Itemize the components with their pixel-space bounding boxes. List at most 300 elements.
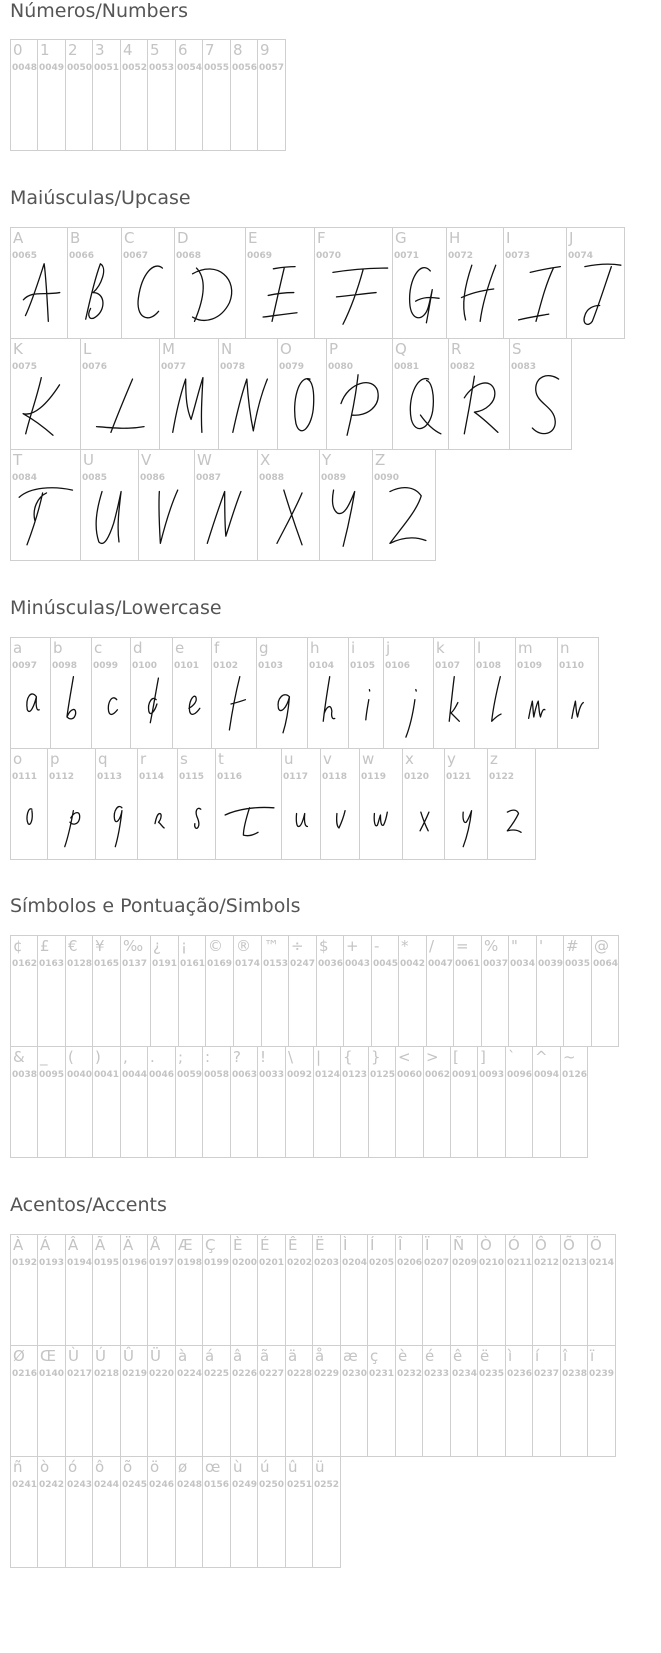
glyph-cell-q-upper [392,338,449,450]
glyph-char-label: l [477,639,482,657]
glyph-code-label: 0095 [39,1070,65,1080]
glyph-char-label: \ [288,1048,294,1066]
glyph-char-label: Â [68,1236,79,1254]
glyph-char-label: â [233,1347,243,1365]
glyph-char-label: T [13,451,23,469]
glyph-code-label: 0054 [177,63,203,73]
glyph-char-label: [ [453,1048,459,1066]
glyph-code-label: 0039 [538,959,564,969]
glyph-code-label: 0044 [122,1070,148,1080]
glyph-code-label: 0083 [511,362,537,372]
glyph-char-label: ~ [563,1048,576,1066]
glyph-char-label: v [323,750,332,768]
glyph-cell-l [474,637,516,749]
glyph-code-label: 0122 [489,772,515,782]
glyph-code-label: 0241 [12,1480,38,1490]
glyph-char-label: Ü [150,1347,161,1365]
glyph-char-label: ã [260,1347,270,1365]
glyph-stroke [584,264,621,324]
glyph-cell-ufa [257,1456,286,1568]
glyph-char-label: î [563,1347,568,1365]
glyph-cell-uc2 [65,1234,93,1346]
glyph-code-label: 0043 [345,959,371,969]
glyph-char-label: Á [40,1236,51,1254]
glyph-code-label: 0053 [149,63,175,73]
glyph-code-label: 0219 [122,1369,148,1379]
glyph-code-label: 0034 [510,959,536,969]
glyph-stroke [277,490,302,545]
glyph-stroke [323,677,335,722]
glyph-char-label: £ [40,937,50,955]
glyph-preview-b [51,638,92,749]
glyph-preview-h-upper [447,228,504,339]
glyph-preview-r-upper [449,339,510,450]
glyph-stroke [390,488,426,544]
glyph-cell-p [47,748,96,860]
glyph-code-label: 0051 [94,63,120,73]
glyph-char-label: j [386,639,391,657]
glyph-preview-k-upper [11,339,81,450]
glyph-char-label: A [13,229,24,247]
glyph-preview-n [558,638,599,749]
glyph-cell-e [172,637,212,749]
glyph-char-label: Õ [563,1236,575,1254]
glyph-cell-u28 [65,1046,93,1158]
glyph-char-label: E [248,229,258,247]
glyph-cell-n-upper [218,338,278,450]
glyph-code-label: 0085 [82,473,108,483]
glyph-cell-u3a [202,1046,231,1158]
glyph-cell-ue6 [340,1345,368,1457]
glyph-cell-a [10,637,51,749]
glyph-code-label: 0244 [94,1480,120,1490]
glyph-stroke [97,379,145,432]
glyph-code-label: 0056 [232,63,258,73]
glyph-cell-uf9 [230,1456,258,1568]
glyph-char-label: N [221,340,233,358]
glyph-code-label: 0040 [67,1070,93,1080]
glyph-char-label: g [259,639,269,657]
section-title: Acentos/Accents [10,1194,167,1216]
glyph-code-label: 0111 [12,772,38,782]
glyph-char-label: q [98,750,108,768]
glyph-code-label: 0250 [259,1480,285,1490]
glyph-code-label: 0119 [361,772,387,782]
glyph-char-label: É [260,1236,270,1254]
glyph-cell-uee [560,1345,588,1457]
glyph-cell-u23 [563,935,592,1047]
glyph-code-label: 0071 [394,251,420,261]
glyph-char-label: n [560,639,570,657]
glyph-preview-r [138,749,178,860]
glyph-code-label: 0088 [259,473,285,483]
glyph-char-label: ¡ [181,937,188,955]
glyph-cell-ue9 [422,1345,451,1457]
glyph-char-label: 4 [123,41,133,59]
glyph-cell-u40 [591,935,619,1047]
glyph-char-label: L [83,340,92,358]
glyph-preview-c-upper [122,228,175,339]
glyph-stroke [23,264,59,322]
glyph-stroke [65,811,80,847]
glyph-cell-b [50,637,92,749]
glyph-code-label: 0234 [452,1369,478,1379]
glyph-cell-ucd [367,1234,396,1346]
glyph-char-label: ^ [535,1048,548,1066]
glyph-char-label: , [123,1048,128,1066]
glyph-cell-ufc [312,1456,341,1568]
glyph-code-label: 0196 [122,1258,148,1268]
glyph-code-label: 0074 [568,251,594,261]
glyph-stroke [296,814,307,827]
glyph-preview-w [360,749,403,860]
glyph-stroke [149,678,159,723]
glyph-stroke [138,266,162,318]
glyph-code-label: 0137 [122,959,148,969]
glyph-char-label: ) [95,1048,101,1066]
glyph-cell-m [515,637,558,749]
glyph-code-label: 0038 [12,1070,38,1080]
glyph-cell-u3c [395,1046,424,1158]
glyph-char-label: Ò [480,1236,492,1254]
glyph-code-label: 0193 [39,1258,65,1268]
glyph-cell-u2e [147,1046,176,1158]
glyph-code-label: 0120 [404,772,430,782]
glyph-code-label: 0104 [309,661,335,671]
glyph-char-label: t [218,750,224,768]
glyph-preview-b-upper [68,228,122,339]
glyph-code-label: 0245 [122,1480,148,1490]
glyph-code-label: 0106 [385,661,411,671]
glyph-stroke [449,677,459,722]
glyph-char-label: M [162,340,175,358]
glyph-char-label: * [401,937,409,955]
glyph-char-label: > [426,1048,439,1066]
glyph-cell-f-upper [314,227,393,339]
glyph-char-label: x [405,750,414,768]
glyph-code-label: 0059 [177,1070,203,1080]
glyph-char-label: Î [398,1236,403,1254]
glyph-stroke [337,811,345,828]
glyph-cell-ucb [312,1234,341,1346]
glyph-code-label: 0121 [446,772,472,782]
glyph-char-label: s [180,750,188,768]
glyph-preview-h [308,638,349,749]
section-title: Minúsculas/Lowercase [10,597,222,619]
glyph-cell-ua9 [205,935,234,1047]
glyph-code-label: 0065 [12,251,38,261]
glyph-cell-u20ac [65,935,93,1047]
glyph-char-label: Q [395,340,407,358]
glyph-code-label: 0247 [290,959,316,969]
glyph-char-label: J [569,229,574,247]
glyph-char-label: ® [236,937,251,955]
glyph-cell-ufb [285,1456,313,1568]
glyph-char-label: U [83,451,94,469]
glyph-preview-p-upper [327,339,393,450]
glyph-code-label: 0124 [315,1070,341,1080]
glyph-cell-u5b [450,1046,478,1158]
glyph-char-label: R [451,340,462,358]
section-title: Símbolos e Pontuação/Simbols [10,895,301,917]
glyph-preview-f-upper [315,228,393,339]
glyph-char-label: ` [508,1048,516,1066]
glyph-code-label: 0165 [94,959,120,969]
glyph-code-label: 0140 [39,1369,65,1379]
glyph-char-label: ÷ [291,937,304,955]
glyph-preview-a [11,638,51,749]
glyph-cell-uc8 [230,1234,258,1346]
glyph-cell-b-upper [67,227,122,339]
glyph-code-label: 0118 [322,772,348,782]
glyph-cell-ue1 [202,1345,231,1457]
glyph-cell-t [215,748,282,860]
glyph-cell-t-upper [10,449,81,561]
glyph-code-label: 0162 [12,959,38,969]
glyph-cell-ue3 [257,1345,286,1457]
glyph-char-label: . [150,1048,155,1066]
glyph-code-label: 0156 [204,1480,230,1490]
glyph-char-label: F [317,229,326,247]
glyph-char-label: å [315,1347,325,1365]
glyph-cell-u2a [398,935,427,1047]
glyph-code-label: 0205 [369,1258,395,1268]
glyph-preview-w-upper [195,450,258,561]
glyph-cell-6 [175,39,203,151]
glyph-preview-g [257,638,308,749]
glyph-code-label: 0214 [589,1258,615,1268]
glyph-cell-uf6 [147,1456,176,1568]
glyph-cell-u3f [230,1046,258,1158]
glyph-char-label: é [425,1347,435,1365]
glyph-char-label: c [94,639,103,657]
glyph-code-label: 0063 [232,1070,258,1080]
glyph-code-label: 0069 [247,251,273,261]
glyph-cell-u2030 [120,935,151,1047]
glyph-cell-i-upper [503,227,567,339]
glyph-cell-u5d [477,1046,506,1158]
glyph-preview-j [384,638,434,749]
glyph-cell-ue7 [367,1345,396,1457]
glyph-code-label: 0252 [314,1480,340,1490]
glyph-stroke [229,677,245,730]
glyph-char-label: ' [539,937,544,955]
glyph-cell-y [444,748,488,860]
glyph-preview-p [48,749,96,860]
glyph-cell-j [383,637,434,749]
glyph-code-label: 0204 [342,1258,368,1268]
glyph-char-label: S [512,340,522,358]
glyph-cell-u7c [313,1046,341,1158]
glyph-char-label: _ [40,1048,48,1066]
glyph-cell-u-upper [80,449,139,561]
glyph-code-label: 0048 [12,63,38,73]
glyph-code-label: 0203 [314,1258,340,1268]
glyph-char-label: õ [123,1458,133,1476]
glyph-code-label: 0117 [283,772,309,782]
glyph-char-label: © [208,937,223,955]
glyph-char-label: ¢ [13,937,23,955]
glyph-preview-o-upper [278,339,327,450]
glyph-cell-u2c [120,1046,148,1158]
glyph-cell-u27 [536,935,564,1047]
glyph-code-label: 0115 [179,772,205,782]
glyph-cell-ud4 [532,1234,561,1346]
glyph-char-label: H [449,229,461,247]
glyph-cell-ue4 [285,1345,313,1457]
glyph-stroke [263,267,297,322]
glyph-cell-g [256,637,308,749]
glyph-stroke [410,379,441,434]
glyph-stroke [572,701,584,718]
glyph-code-label: 0248 [177,1480,203,1490]
glyph-cell-ubf [150,935,179,1047]
glyph-char-label: ; [178,1048,184,1066]
glyph-char-label: 7 [205,41,215,59]
glyph-code-label: 0202 [287,1258,313,1268]
glyph-cell-uc0 [10,1234,38,1346]
glyph-stroke [67,677,76,719]
glyph-char-label: ( [68,1048,74,1066]
glyph-code-label: 0082 [450,362,476,372]
glyph-code-label: 0093 [479,1070,505,1080]
glyph-char-label: < [398,1048,411,1066]
glyph-char-label: B [70,229,81,247]
glyph-preview-o [11,749,48,860]
glyph-code-label: 0238 [562,1369,588,1379]
glyph-char-label: / [429,937,435,955]
glyph-cell-4 [120,39,148,151]
glyph-char-label: Ô [535,1236,547,1254]
glyph-char-label: m [518,639,533,657]
glyph-cell-uf4 [92,1456,121,1568]
glyph-code-label: 0108 [476,661,502,671]
glyph-char-label: W [197,451,212,469]
glyph-code-label: 0100 [132,661,158,671]
glyph-char-label: 2 [68,41,78,59]
glyph-cell-u2f [426,935,454,1047]
glyph-preview-i-upper [504,228,567,339]
glyph-cell-udb [120,1345,148,1457]
glyph-char-label: € [68,937,78,955]
glyph-char-label: D [177,229,189,247]
glyph-code-label: 0228 [287,1369,313,1379]
glyph-cell-n [557,637,599,749]
glyph-code-label: 0091 [452,1070,478,1080]
glyph-preview-e-upper [246,228,315,339]
glyph-preview-g-upper [393,228,447,339]
glyph-cell-ud2 [477,1234,506,1346]
glyph-code-label: 0218 [94,1369,120,1379]
glyph-code-label: 0070 [316,251,342,261]
glyph-char-label: Å [150,1236,161,1254]
glyph-code-label: 0216 [12,1369,38,1379]
glyph-code-label: 0035 [565,959,591,969]
glyph-char-label: Ó [508,1236,520,1254]
glyph-char-label: ? [233,1048,241,1066]
glyph-cell-uf5 [120,1456,148,1568]
glyph-cell-ud8 [10,1345,38,1457]
glyph-cell-ua5 [92,935,121,1047]
glyph-code-label: 0052 [122,63,148,73]
glyph-cell-g-upper [392,227,447,339]
glyph-cell-ud5 [560,1234,588,1346]
glyph-char-label: œ [205,1458,221,1476]
glyph-char-label: í [535,1347,540,1365]
glyph-code-label: 0096 [507,1070,533,1080]
glyph-code-label: 0163 [39,959,65,969]
glyph-char-label: b [53,639,63,657]
glyph-cell-uef [587,1345,616,1457]
glyph-stroke [86,264,104,319]
glyph-cell-uf8 [175,1456,203,1568]
glyph-char-label: P [329,340,339,358]
glyph-char-label: Ç [205,1236,216,1254]
glyph-cell-u2d [371,935,399,1047]
glyph-code-label: 0099 [93,661,119,671]
glyph-cell-u7e [560,1046,588,1158]
glyph-code-label: 0232 [397,1369,423,1379]
glyph-char-label: k [436,639,445,657]
glyph-char-label: Ö [590,1236,602,1254]
glyph-code-label: 0239 [589,1369,615,1379]
glyph-stroke [529,701,545,718]
glyph-stroke [461,265,495,321]
glyph-char-label: | [316,1048,322,1066]
glyph-code-label: 0073 [505,251,531,261]
glyph-code-label: 0042 [400,959,426,969]
glyph-cell-i [348,637,384,749]
glyph-char-label: 0 [13,41,23,59]
glyph-code-label: 0230 [342,1369,368,1379]
glyph-char-label: ù [233,1458,243,1476]
glyph-cell-3 [92,39,121,151]
glyph-preview-q-upper [393,339,449,450]
glyph-char-label: æ [343,1347,358,1365]
glyph-char-label: È [233,1236,243,1254]
glyph-code-label: 0217 [67,1369,93,1379]
glyph-char-label: è [398,1347,408,1365]
glyph-code-label: 0212 [534,1258,560,1268]
glyph-char-label: ô [95,1458,105,1476]
glyph-stroke [207,492,241,544]
glyph-code-label: 0211 [507,1258,533,1268]
glyph-stroke [366,690,370,720]
glyph-stroke [173,378,203,433]
glyph-char-label: ê [453,1347,463,1365]
glyph-char-label: & [13,1048,25,1066]
glyph-cell-uc9 [257,1234,286,1346]
glyph-cell-c-upper [121,227,175,339]
glyph-code-label: 0225 [204,1369,230,1379]
glyph-stroke [96,492,121,544]
glyph-cell-u25 [481,935,509,1047]
glyph-code-label: 0201 [259,1258,285,1268]
glyph-cell-f [211,637,257,749]
glyph-code-label: 0094 [534,1070,560,1080]
glyph-stroke [27,694,39,712]
glyph-cell-u3d [453,935,482,1047]
glyph-cell-x [402,748,445,860]
glyph-cell-x-upper [257,449,320,561]
glyph-char-label: Œ [40,1347,57,1365]
glyph-cell-c [91,637,131,749]
glyph-code-label: 0089 [321,473,347,483]
glyph-stroke [519,267,561,322]
glyph-char-label: G [395,229,407,247]
glyph-char-label: ì [508,1347,513,1365]
glyph-code-label: 0125 [370,1070,396,1080]
